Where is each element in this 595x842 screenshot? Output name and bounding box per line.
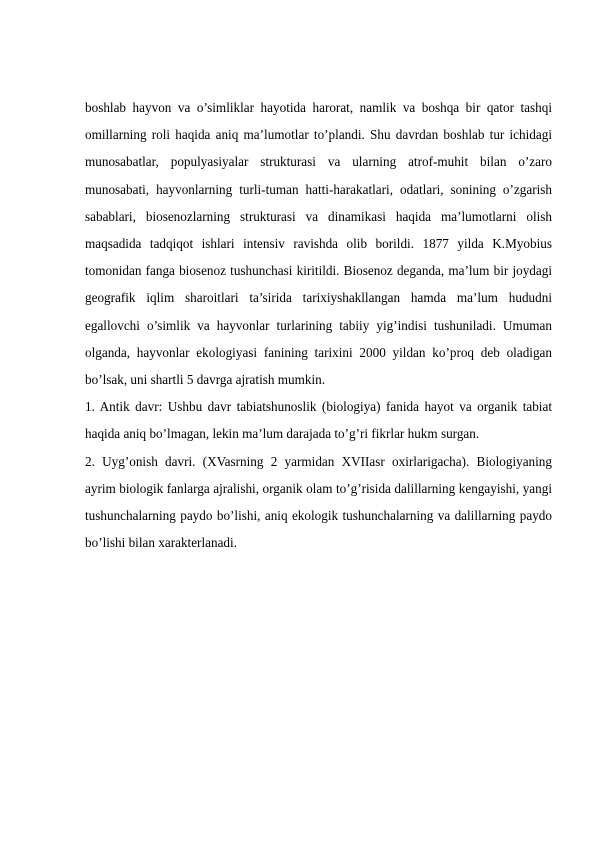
paragraph-uygonish-davri: 2. Uyg’onish davri. (XVasrning 2 yarmidan XVIIasr oxirlarigacha). Biologiyaning ayrim biologik fanlarga ajralishi, organik olam to’g’risida dalillarning kengayishi, yangi tushunchalarning paydo bo’lishi, aniq ekologik tushunchalarning va dalillarning paydo bo’lishi bilan xarakterlanadi. (85, 453, 552, 551)
paragraph-antik-davr: 1. Antik davr: Ushbu davr tabiatshunoslik (biologiya) fanida hayot va organik tabiat haqida aniq bo’lmagan, lekin ma’lum darajada to’g’ri fikrlar hukm surgan. (85, 399, 552, 442)
document-body (85, 94, 552, 556)
paragraph-intro: boshlab hayvon va o’simliklar hayotida harorat, namlik va boshqa bir qator tashqi omillarning roli haqida aniq ma’lumotlar to’plandi. Shu davrdan boshlab tur ichidagi munosabatlar, populyasiyalar strukturasi va ularning atrof-muhit bilan o’zaro munosabati, hayvonlarning turli-tuman hatti-harakatlari, odatlari, sonining o’zgarish sabablari, biosenozlarning strukturasi va dinamikasi haqida ma’lumotlarni olish maqsadida tadqiqot ishlari intensiv ravishda olib borildi. 1877 yilda K.Myobius tomonidan fanga biosenoz tushunchasi kiritildi. Biosenoz deganda, ma’lum bir joydagi geografik iqlim sharoitlari ta’sirida tarixiyshakllangan hamda ma’lum hududni egallovchi o’simlik va hayvonlar turlarining tabiiy yig’indisi tushuniladi. Umuman olganda, hayvonlar ekologiyasi fanining tarixini 2000 yildan ko’proq deb oladigan bo’lsak, uni shartli 5 davrga ajratish mumkin. (85, 100, 552, 388)
